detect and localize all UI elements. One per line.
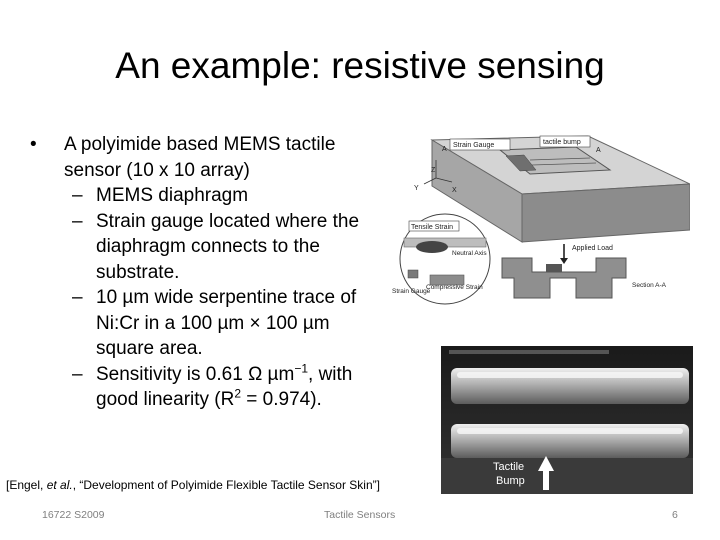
applied-load-arrowhead [560, 258, 568, 264]
axis-y-label: Y [414, 185, 419, 192]
bullet-main-text: A polyimide based MEMS tactile sensor (10 x 10 array) [64, 134, 336, 181]
bump-arrow-shaft [543, 470, 549, 490]
compressive-strain-label: Compressive Strain [426, 284, 483, 291]
small-strain-gauge [408, 270, 418, 278]
sensitivity-text: Sensitivity is 0.61 Ω µm [96, 363, 295, 385]
bump-label: Bump [496, 475, 525, 487]
r-squared-exponent: 2 [234, 386, 242, 401]
section-a-a-label: Section A-A [632, 282, 666, 289]
sub-bullet-dash: – [72, 210, 83, 232]
sem-substrate [441, 458, 693, 494]
citation-title: , “Development of Polyimide Flexible Tactile Sensor Skin”] [72, 478, 380, 492]
sub-bullet-text: Strain gauge located where the diaphragm connects to the substrate. [96, 210, 360, 283]
bullet-main [30, 132, 390, 183]
sem-micrograph [441, 346, 693, 494]
sensitivity-end: = 0.974). [241, 389, 322, 410]
tensile-region [416, 241, 448, 253]
sub-bullet-text: 10 µm wide serpentine trace of Ni:Cr in a 100 µm × 100 µm square area. [96, 287, 357, 359]
sub-bullet-text: MEMS diaphragm [96, 185, 249, 206]
footer-page-number: 6 [672, 509, 678, 521]
sub-bullet-dash: – [72, 287, 83, 308]
citation [6, 478, 380, 492]
slide-body [30, 132, 390, 413]
tensile-strain-label: Tensile Strain [411, 224, 454, 231]
sensitivity-exponent: −1 [294, 361, 309, 376]
bullet-dot: • [30, 134, 37, 155]
sub-bullet [30, 183, 390, 209]
sub-bullet-dash: – [72, 363, 83, 385]
tactile-label: Tactile [493, 461, 525, 473]
sub-bullet-dash: – [72, 185, 83, 206]
citation-prefix: [Engel, [6, 478, 47, 492]
substrate-front-face [522, 184, 690, 242]
tactile-bump-label: tactile bump [543, 139, 581, 146]
strain-gauge-small-label: Strain Gauge [392, 288, 431, 295]
neutral-axis-label: Neutral Axis [452, 250, 487, 257]
footer-course: 16722 S2009 [42, 509, 105, 521]
axis-z-label: Z [431, 167, 436, 174]
sensitivity-rest: , with good linearity (R [96, 363, 353, 410]
bump-on-section [546, 264, 562, 272]
strain-gauge-label: Strain Gauge [453, 142, 495, 149]
applied-load-label: Applied Load [572, 245, 613, 252]
section-marker-a: A [596, 147, 601, 154]
axis-x-label: X [452, 187, 457, 194]
footer-topic: Tactile Sensors [324, 509, 396, 521]
section-marker-a: A [442, 146, 447, 153]
slide-title: An example: resistive sensing [115, 45, 605, 86]
sem-scale-strip [449, 350, 609, 354]
sub-bullet-sensitivity [30, 362, 390, 413]
citation-et-al: et al. [46, 478, 73, 492]
sensor-schematic-figure [390, 132, 690, 307]
sub-bullet [30, 285, 390, 362]
sub-bullet [30, 209, 390, 286]
